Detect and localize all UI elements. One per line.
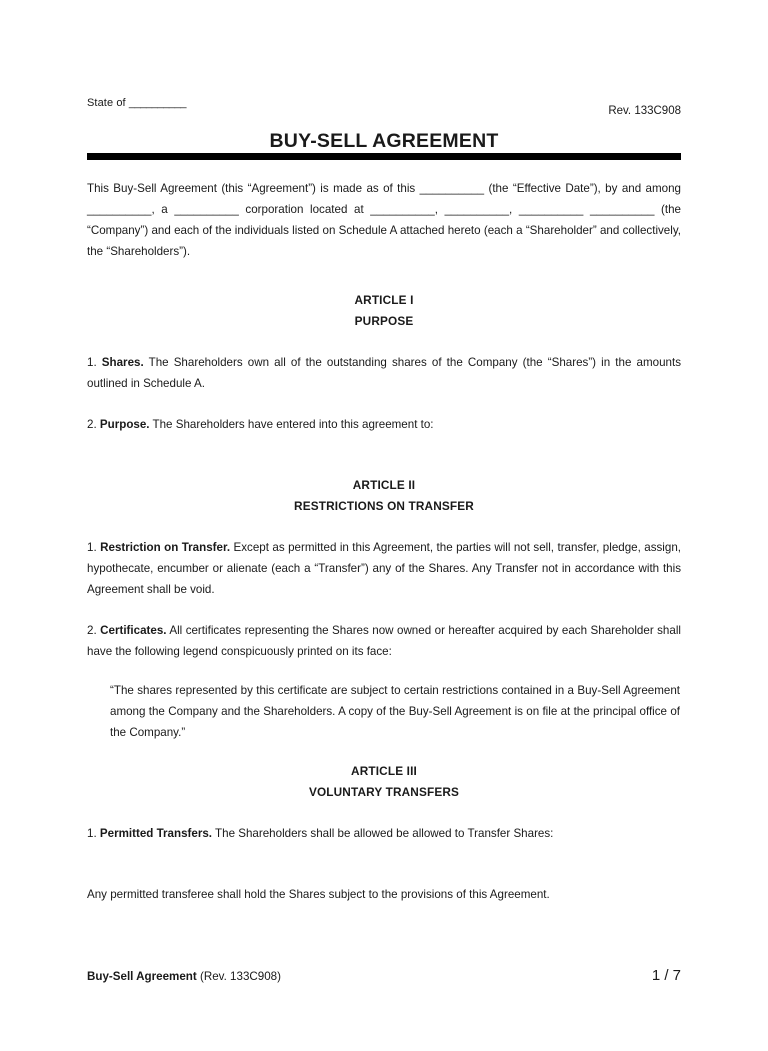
article-3-section-1 [87, 823, 681, 844]
article-2-heading: RESTRICTIONS ON TRANSFER [294, 499, 474, 513]
state-of-label: State of [87, 97, 126, 109]
spacer [87, 332, 681, 352]
spacer [87, 262, 681, 290]
section-text: The Shareholders have entered into this agreement to: [152, 418, 434, 431]
section-text: The Shareholders own all of the outstanding shares of the Company (the “Shares”) in the amounts outlined in Schedule A. [87, 356, 681, 390]
spacer [87, 517, 681, 537]
article-1-heading: PURPOSE [354, 314, 414, 328]
document-body [87, 178, 681, 905]
intro-paragraph: This Buy-Sell Agreement (this “Agreement”) is made as of this __________ (the “Effective Date”), by and among __________, a __________ corporation located at __________, __________, __________ __________ (the “Company”) and each of the individuals listed on Schedule A attached hereto (each a “Shareholder” and collectively, the “Shareholders”). [87, 182, 681, 258]
section-title: Permitted Transfers. [99, 827, 213, 840]
section-text: All certificates representing the Shares now owned or hereafter acquired by each Shareholder shall have the following legend conspicuously printed on its face: [87, 624, 681, 658]
revision-number: Rev. 133C908 [608, 105, 681, 117]
state-of-blank: __________ [128, 97, 187, 109]
article-2-number: ARTICLE II [352, 478, 416, 492]
section-marker: 2. [87, 624, 97, 637]
page-title: BUY-SELL AGREEMENT [269, 130, 499, 152]
footer-revision: (Rev. 133C908) [199, 970, 281, 983]
article-1-section-1 [87, 352, 681, 394]
section-text: Except as permitted in this Agreement, the parties will not sell, transfer, pledge, assign, hypothecate, encumber or alienate (each a “Transfer”) any of the Shares. Any Transfer not in accordance with this Agreement shall be void. [87, 541, 682, 596]
section-title: Certificates. [100, 624, 167, 637]
spacer [87, 743, 681, 761]
footer-document-label [87, 969, 281, 985]
spacer [87, 600, 681, 620]
section-title: Shares. [101, 356, 144, 369]
page-number: 1 / 7 [651, 967, 681, 984]
spacer [87, 844, 681, 884]
article-3-number: ARTICLE III [351, 764, 417, 778]
article-3-heading: VOLUNTARY TRANSFERS [308, 785, 460, 799]
section-marker: 1. [87, 827, 97, 840]
document-header [87, 0, 681, 152]
article-2-section-1 [87, 537, 681, 600]
spacer [87, 394, 681, 414]
section-title: Restriction on Transfer. [100, 541, 231, 554]
title-divider [87, 153, 681, 160]
section-marker: 1. [87, 541, 97, 554]
section-marker: 1. [87, 356, 97, 369]
article-2-section-2 [87, 620, 681, 662]
article-3-closing: Any permitted transferee shall hold the Shares subject to the provisions of this Agreement. [87, 888, 550, 901]
spacer [87, 435, 681, 475]
article-1-section-2 [87, 414, 681, 435]
footer-title: Buy-Sell Agreement [87, 970, 197, 983]
document-footer [87, 968, 681, 985]
spacer [87, 803, 681, 823]
certificate-legend-quote: “The shares represented by this certificate are subject to certain restrictions contained in a Buy-Sell Agreement among the Company and the Shareholders. A copy of the Buy-Sell Agreement is on file at the principal office of the Company.” [110, 684, 680, 739]
article-1-number: ARTICLE I [354, 293, 414, 307]
section-title: Purpose. [99, 418, 150, 431]
section-text: The Shareholders shall be allowed be allowed to Transfer Shares: [215, 827, 554, 840]
page-content [87, 0, 682, 901]
state-of-field [87, 96, 186, 110]
spacer [87, 662, 681, 680]
section-marker: 2. [87, 418, 97, 431]
